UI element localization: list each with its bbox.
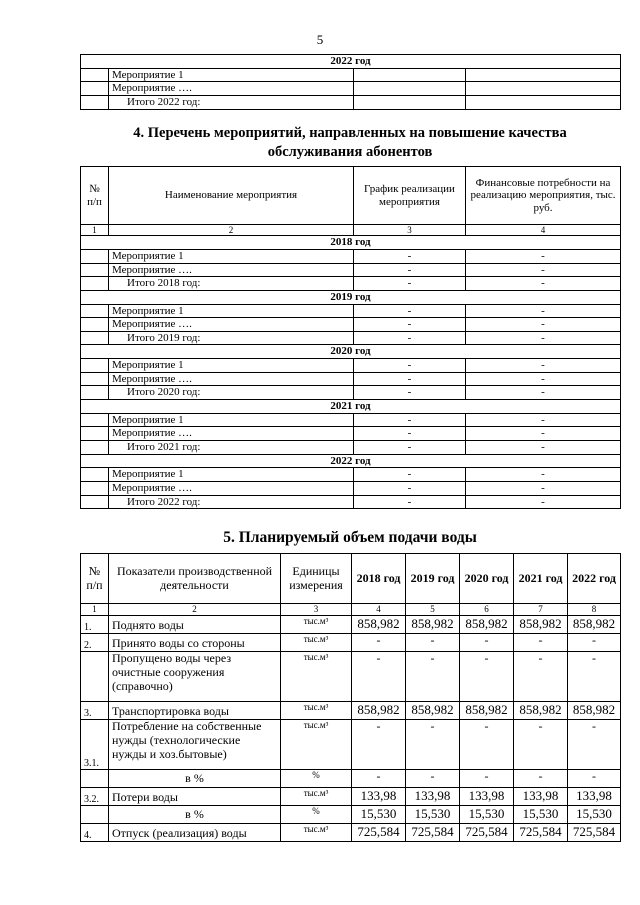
table-row [81, 770, 621, 788]
indicator-name: Отпуск (реализация) воды [109, 824, 281, 842]
finance-cell: - [466, 277, 621, 291]
value-cell: - [352, 720, 406, 770]
unit-cell: тыс.м³ [281, 616, 352, 634]
year-label: 2022 год [81, 454, 621, 468]
finance-cell: - [466, 331, 621, 345]
schedule-cell: - [354, 304, 466, 318]
table-row [81, 616, 621, 634]
value-cell: 858,982 [514, 702, 568, 720]
indicator-name: Поднято воды [109, 616, 281, 634]
finance-cell: - [466, 372, 621, 386]
column-numbers-row: 1 2 3 4 [81, 225, 621, 236]
value-cell: 15,530 [514, 806, 568, 824]
column-numbers-row: 1 2 3 4 5 6 7 8 [81, 604, 621, 616]
finance-cell: - [466, 304, 621, 318]
header-finance: Финансовые потребности на реализацию мероприятия, тыс. руб. [466, 167, 621, 225]
finance-cell: - [466, 440, 621, 454]
value-cell: 858,982 [460, 702, 514, 720]
table-row [81, 372, 621, 386]
measure-name: Мероприятие …. [109, 318, 354, 332]
year-row [81, 345, 621, 359]
value-cell: - [514, 770, 568, 788]
value-cell: - [406, 652, 460, 702]
table-row [81, 263, 621, 277]
header-row [81, 167, 621, 225]
unit-cell: тыс.м³ [281, 788, 352, 806]
schedule-cell: - [354, 413, 466, 427]
header-num: № п/п [81, 554, 109, 604]
indicator-name: Потери воды [109, 788, 281, 806]
finance-cell: - [466, 386, 621, 400]
table-row [81, 427, 621, 441]
measure-name: Итого 2022 год: [109, 495, 354, 509]
table-row [81, 318, 621, 332]
value-cell: - [460, 770, 514, 788]
value-cell: 133,98 [568, 788, 621, 806]
value-cell: - [514, 720, 568, 770]
indicator-name: Транспортировка воды [109, 702, 281, 720]
table-row: Мероприятие …. [81, 82, 621, 96]
value-cell: - [406, 720, 460, 770]
measures-table [80, 166, 621, 509]
value-cell: 725,584 [568, 824, 621, 842]
value-cell: 15,530 [568, 806, 621, 824]
indicator-name: в % [109, 806, 281, 824]
schedule-cell: - [354, 331, 466, 345]
schedule-cell: - [354, 249, 466, 263]
value-cell: 725,584 [352, 824, 406, 842]
value-cell: 725,584 [514, 824, 568, 842]
table-row [81, 413, 621, 427]
section5-title: 5. Планируемый объем подачи воды [223, 529, 477, 546]
value-cell: 15,530 [460, 806, 514, 824]
finance-cell: - [466, 263, 621, 277]
section4-title: 4. Перечень мероприятий, направленных на повышение качества обслуживания абонентов [133, 125, 567, 160]
table-row [81, 824, 621, 842]
year-label: 2018 год [81, 236, 621, 250]
row-number: 3. [81, 702, 109, 720]
table-row [81, 806, 621, 824]
indicator-name: Пропущено воды через очистные сооружения (справочно) [109, 652, 281, 702]
value-cell: - [352, 770, 406, 788]
header-row [81, 554, 621, 604]
schedule-cell: - [354, 372, 466, 386]
finance-cell: - [466, 468, 621, 482]
header-name: Наименование мероприятия [109, 167, 354, 225]
measure-name: Итого 2020 год: [109, 386, 354, 400]
table-row [81, 468, 621, 482]
schedule-cell: - [354, 318, 466, 332]
year-label: 2021 год [81, 400, 621, 414]
value-cell: 858,982 [568, 702, 621, 720]
year-label: 2020 год [81, 345, 621, 359]
measure-name: Мероприятие …. [109, 372, 354, 386]
year-label: 2019 год [81, 290, 621, 304]
finance-cell: - [466, 481, 621, 495]
schedule-cell: - [354, 359, 466, 373]
measure-name: Мероприятие …. [109, 427, 354, 441]
value-cell: 133,98 [514, 788, 568, 806]
unit-cell: тыс.м³ [281, 824, 352, 842]
row-number: 3.1. [81, 720, 109, 770]
value-cell: 858,982 [352, 702, 406, 720]
table-row [81, 652, 621, 702]
schedule-cell: - [354, 263, 466, 277]
header-year: 2019 год [406, 554, 460, 604]
schedule-cell: - [354, 277, 466, 291]
row-number: 4. [81, 824, 109, 842]
value-cell: - [406, 634, 460, 652]
value-cell: 133,98 [352, 788, 406, 806]
measure-name: Мероприятие …. [109, 481, 354, 495]
finance-cell: - [466, 318, 621, 332]
year-row [81, 400, 621, 414]
value-cell: - [514, 652, 568, 702]
value-cell: 725,584 [460, 824, 514, 842]
table-row [81, 331, 621, 345]
row-number [81, 806, 109, 824]
finance-cell: - [466, 413, 621, 427]
table-row: Мероприятие 1 [81, 68, 621, 82]
unit-cell: тыс.м³ [281, 652, 352, 702]
value-cell: - [568, 720, 621, 770]
measure-name: Мероприятие 1 [109, 468, 354, 482]
value-cell: 858,982 [406, 702, 460, 720]
value-cell: 858,982 [460, 616, 514, 634]
schedule-cell: - [354, 386, 466, 400]
indicator-name: Потребление на собственные нужды (технологические нужды и хоз.бытовые) [109, 720, 281, 770]
table-row [81, 386, 621, 400]
header-year: 2020 год [460, 554, 514, 604]
measure-name: Итого 2019 год: [109, 331, 354, 345]
header-num: № п/п [81, 167, 109, 225]
year-row [81, 236, 621, 250]
table-row [81, 249, 621, 263]
year-row [81, 290, 621, 304]
value-cell: - [460, 634, 514, 652]
table-row [81, 634, 621, 652]
measure-name: Мероприятие 1 [109, 413, 354, 427]
schedule-cell: - [354, 427, 466, 441]
value-cell: - [460, 652, 514, 702]
table-row [81, 359, 621, 373]
value-cell: - [352, 634, 406, 652]
header-year: 2022 год [568, 554, 621, 604]
table-row [81, 277, 621, 291]
value-cell: - [406, 770, 460, 788]
schedule-cell: - [354, 481, 466, 495]
measure-name: Мероприятие 1 [109, 359, 354, 373]
header-year: 2018 год [352, 554, 406, 604]
value-cell: 858,982 [514, 616, 568, 634]
measure-name: Итого 2018 год: [109, 277, 354, 291]
table-row [81, 702, 621, 720]
page-number: 5 [316, 32, 324, 47]
value-cell: - [568, 634, 621, 652]
unit-cell: % [281, 806, 352, 824]
measure-name: Мероприятие …. [109, 263, 354, 277]
value-cell: 133,98 [460, 788, 514, 806]
water-volume-table [80, 553, 621, 842]
measure-name: Итого 2021 год: [109, 440, 354, 454]
year-row [81, 454, 621, 468]
table-row [81, 788, 621, 806]
row-number [81, 770, 109, 788]
schedule-cell: - [354, 468, 466, 482]
finance-cell: - [466, 427, 621, 441]
indicator-name: Принято воды со стороны [109, 634, 281, 652]
value-cell: - [352, 652, 406, 702]
value-cell: 725,584 [406, 824, 460, 842]
value-cell: 858,982 [352, 616, 406, 634]
table-row [81, 304, 621, 318]
unit-cell: тыс.м³ [281, 634, 352, 652]
unit-cell: % [281, 770, 352, 788]
header-year: 2021 год [514, 554, 568, 604]
table-row [81, 481, 621, 495]
header-indicator: Показатели производственной деятельности [109, 554, 281, 604]
row-number: 3.2. [81, 788, 109, 806]
value-cell: 15,530 [352, 806, 406, 824]
measure-name: Мероприятие 1 [109, 304, 354, 318]
table-row [81, 495, 621, 509]
value-cell: - [568, 652, 621, 702]
year-row: 2022 год [81, 55, 621, 69]
value-cell: - [460, 720, 514, 770]
row-number [81, 652, 109, 702]
finance-cell: - [466, 495, 621, 509]
value-cell: 133,98 [406, 788, 460, 806]
header-schedule: График реализации мероприятия [354, 167, 466, 225]
table-row [81, 440, 621, 454]
header-unit: Единицы измерения [281, 554, 352, 604]
row-number: 2. [81, 634, 109, 652]
schedule-cell: - [354, 440, 466, 454]
table-row [81, 720, 621, 770]
finance-cell: - [466, 249, 621, 263]
finance-cell: - [466, 359, 621, 373]
indicator-name: в % [109, 770, 281, 788]
row-number: 1. [81, 616, 109, 634]
table-row: Итого 2022 год: [81, 95, 621, 109]
unit-cell: тыс.м³ [281, 720, 352, 770]
unit-cell: тыс.м³ [281, 702, 352, 720]
value-cell: - [568, 770, 621, 788]
measure-name: Мероприятие 1 [109, 249, 354, 263]
continuation-table [80, 54, 621, 110]
value-cell: 15,530 [406, 806, 460, 824]
value-cell: 858,982 [568, 616, 621, 634]
schedule-cell: - [354, 495, 466, 509]
value-cell: 858,982 [406, 616, 460, 634]
value-cell: - [514, 634, 568, 652]
